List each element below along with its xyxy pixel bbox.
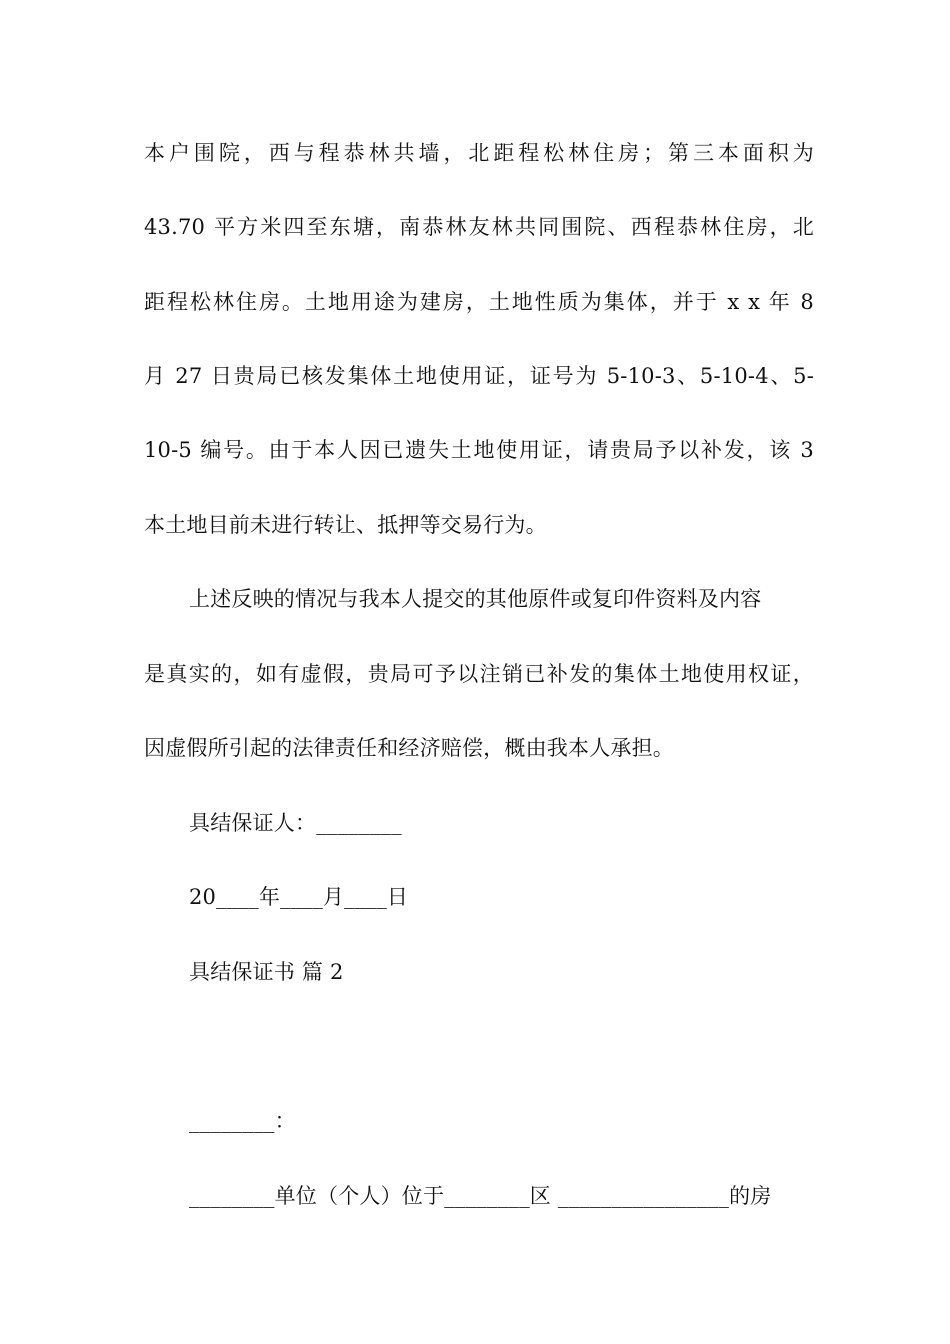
- paragraph-1-line-2: 43.70 平方米四至东塘，南恭林友林共同围院、西程恭林住房，北: [144, 215, 814, 239]
- paragraph-1-line-5: 10-5 编号。由于本人因已遗失土地使用证，请贵局予以补发，该 3: [144, 438, 814, 462]
- paragraph-2-line-3: 因虚假所引起的法律责任和经济赔偿，概由我本人承担。: [144, 736, 674, 760]
- signer-line: 具结保证人：________: [189, 811, 402, 835]
- paragraph-1-line-3: 距程松林住房。土地用途为建房，土地性质为集体，并于 x x 年 8: [144, 290, 814, 314]
- body-start-line: ________单位（个人）位于________区 ________________的房: [189, 1184, 772, 1208]
- paragraph-2-line-2: 是真实的，如有虚假，贵局可予以注销已补发的集体土地使用权证，: [144, 662, 814, 686]
- paragraph-1-line-1: 本户围院，西与程恭林共墙，北距程松林住房；第三本面积为: [144, 141, 814, 165]
- paragraph-2-line-1: 上述反映的情况与我本人提交的其他原件或复印件资料及内容: [189, 587, 762, 611]
- paragraph-1-line-4: 月 27 日贵局已核发集体土地使用证，证号为 5-10-3、5-10-4、5-: [144, 364, 814, 388]
- addressee-line: ________：: [189, 1109, 296, 1133]
- paragraph-1-line-6: 本土地目前未进行转让、抵押等交易行为。: [144, 513, 547, 537]
- section-2-title: 具结保证书 篇 2: [189, 960, 344, 984]
- date-line: 20____年____月____日: [189, 885, 409, 909]
